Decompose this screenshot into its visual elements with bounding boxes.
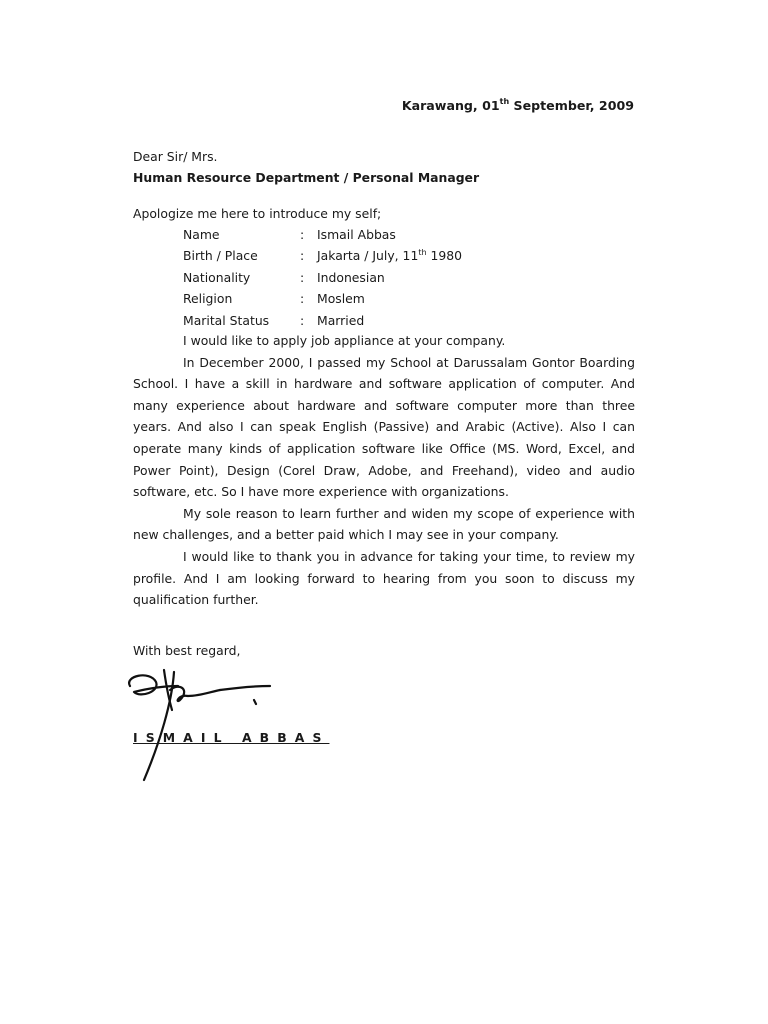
info-value: Indonesian — [317, 270, 385, 285]
info-colon: : — [300, 227, 305, 242]
body-paragraph: I would like to thank you in advance for taking your time, to review my profile. And I am looking forward to hearing from you soon to discuss my qualification further. — [133, 548, 635, 608]
info-value: Moslem — [317, 291, 365, 306]
info-colon: : — [300, 270, 305, 285]
recipient-line: Human Resource Department / Personal Manager — [133, 170, 480, 185]
info-value: Ismail Abbas — [317, 227, 396, 242]
info-label: Nationality — [183, 270, 251, 285]
letter-body — [133, 330, 635, 611]
birth-ordinal: th — [418, 247, 427, 257]
date-prefix: Karawang, 01 — [401, 98, 500, 113]
letter-date — [402, 98, 634, 113]
body-paragraph: I would like to apply job appliance at your company. — [183, 333, 506, 348]
info-label: Birth / Place — [183, 248, 258, 263]
body-paragraph: My sole reason to learn further and widen my scope of experience with new challenges, and a better paid which I may see in your company. — [133, 505, 635, 543]
info-value — [317, 248, 462, 263]
body-paragraph: In December 2000, I passed my School at Darussalam Gontor Boarding School. I have a skill in hardware and software application of computer. And many experience about hardware and software computer more than three years. And also I can speak English (Passive) and Arabic (Active). Also I can operate many kinds of application software like Office (MS. Word, Excel, and Power Point), Design (Corel Draw, Adobe, and Freehand), video and audio software, etc. So I have more experience with organizations. — [133, 354, 635, 500]
info-label: Name — [183, 227, 220, 242]
handwritten-signature — [120, 662, 280, 784]
info-label: Religion — [183, 291, 233, 306]
info-colon: : — [300, 248, 305, 263]
closing-line: With best regard, — [133, 643, 241, 658]
signer-name: ISMAIL ABBAS — [133, 730, 330, 745]
date-suffix: September, 2009 — [509, 98, 634, 113]
info-label: Marital Status — [183, 313, 270, 328]
info-colon: : — [300, 313, 305, 328]
salutation: Dear Sir/ Mrs. — [133, 149, 218, 164]
info-value: Married — [317, 313, 365, 328]
info-colon: : — [300, 291, 305, 306]
intro-line: Apologize me here to introduce my self; — [133, 206, 382, 221]
birth-value-prefix: Jakarta / July, 11 — [317, 248, 419, 263]
birth-value-suffix: 1980 — [426, 248, 463, 263]
date-ordinal: th — [499, 96, 510, 106]
